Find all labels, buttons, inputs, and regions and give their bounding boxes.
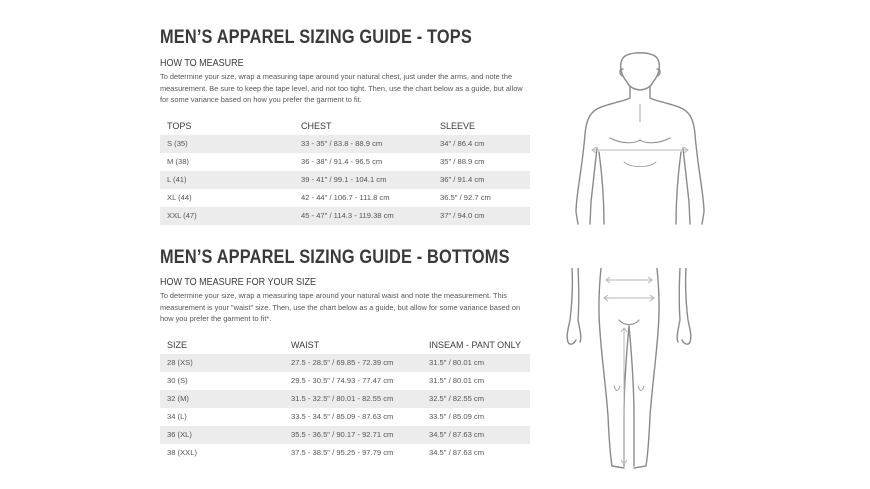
- table-row: [160, 189, 530, 207]
- inseam-cell: 34.5" / 87.63 cm: [422, 426, 530, 444]
- table-row: [160, 444, 530, 462]
- waist-cell: 31.5 - 32.5" / 80.01 - 82.55 cm: [284, 390, 422, 408]
- bottoms-title: MEN’S APPAREL SIZING GUIDE - BOTTOMS: [160, 247, 510, 268]
- tops-subtitle: HOW TO MEASURE: [160, 58, 244, 69]
- size-cell: 30 (S): [167, 376, 188, 386]
- size-cell: L (41): [160, 171, 294, 189]
- bottoms-section: [160, 247, 530, 462]
- table-row: [160, 135, 530, 153]
- bottoms-header-inseam: INSEAM - PANT ONLY: [429, 339, 522, 350]
- waist-cell: 29.5 - 30.5" / 74.93 - 77.47 cm: [291, 376, 394, 386]
- tops-header-size: TOPS: [167, 120, 192, 131]
- waist-cell: 37.5 - 38.5" / 95.25 - 97.79 cm: [291, 448, 394, 458]
- size-cell: 36 (XL): [160, 426, 284, 444]
- bottoms-header-waist: WAIST: [291, 339, 320, 350]
- tops-header-row: [160, 117, 530, 135]
- upper-body-figure: [566, 52, 716, 228]
- inseam-cell: 33.5" / 85.09 cm: [429, 412, 485, 422]
- bottoms-description: To determine your size, wrap a measuring tape around your natural waist and note the measurement. This measurement is your "waist" size. Then, use the chart below as a guide, but allow for some variance based on how you prefer the garment to fit*.: [160, 291, 521, 324]
- size-cell: XL (44): [167, 193, 192, 203]
- size-cell: 28 (XS): [160, 354, 284, 372]
- size-cell: M (38): [167, 157, 189, 167]
- size-cell: 32 (M): [160, 390, 284, 408]
- sleeve-cell: 34" / 86.4 cm: [433, 135, 530, 153]
- tops-table: [160, 117, 530, 225]
- table-row: [160, 171, 530, 189]
- table-row: [160, 426, 530, 444]
- inseam-cell: 34.5" / 87.63 cm: [429, 448, 485, 458]
- size-cell: 34 (L): [167, 412, 187, 422]
- bottoms-subtitle: HOW TO MEASURE FOR YOUR SIZE: [160, 277, 317, 288]
- size-cell: 38 (XXL): [167, 448, 197, 458]
- chest-cell: 36 - 38" / 91.4 - 96.5 cm: [301, 157, 383, 167]
- sleeve-cell: 36.5" / 92.7 cm: [440, 193, 491, 203]
- tops-description: To determine your size, wrap a measuring tape around your natural chest, just under the arms, and note the measurement. Be sure to keep the tape level, and not too tight. Then, use the chart below as a guide, but allow for some variance based on how you prefer the garment to fit.: [160, 72, 523, 105]
- bottoms-header-size: SIZE: [167, 339, 188, 350]
- waist-measure-line: [604, 277, 654, 301]
- waist-cell: 35.5 - 36.5" / 90.17 - 92.71 cm: [284, 426, 422, 444]
- tops-title: MEN’S APPAREL SIZING GUIDE - TOPS: [160, 27, 472, 48]
- bottoms-header-row: [160, 336, 530, 354]
- table-row: [160, 207, 530, 225]
- tops-header-chest: CHEST: [301, 120, 332, 131]
- inseam-cell: 32.5" / 82.55 cm: [422, 390, 530, 408]
- size-cell: S (35): [160, 135, 294, 153]
- bottoms-table: [160, 336, 530, 462]
- inseam-cell: 31.5" / 80.01 cm: [429, 376, 485, 386]
- table-row: [160, 390, 530, 408]
- inseam-cell: 31.5" / 80.01 cm: [422, 354, 530, 372]
- table-row: [160, 354, 530, 372]
- tops-header-sleeve: SLEEVE: [440, 120, 476, 131]
- table-row: [160, 153, 530, 171]
- waist-cell: 33.5 - 34.5" / 85.09 - 87.63 cm: [291, 412, 394, 422]
- table-row: [160, 408, 530, 426]
- waist-cell: 27.5 - 28.5" / 69.85 - 72.39 cm: [284, 354, 422, 372]
- chest-cell: 45 - 47" / 114.3 - 119.38 cm: [294, 207, 433, 225]
- chest-cell: 33 - 35" / 83.8 - 88.9 cm: [294, 135, 433, 153]
- sleeve-cell: 36" / 91.4 cm: [433, 171, 530, 189]
- sleeve-cell: 37" / 94.0 cm: [433, 207, 530, 225]
- tops-section: [160, 27, 530, 225]
- chest-cell: 42 - 44" / 106.7 - 111.8 cm: [301, 193, 390, 203]
- size-cell: XXL (47): [160, 207, 294, 225]
- sleeve-cell: 35" / 88.9 cm: [440, 157, 485, 167]
- lower-body-figure: [564, 268, 694, 474]
- chest-cell: 39 - 41" / 99.1 - 104.1 cm: [294, 171, 433, 189]
- chest-measure-line: [592, 147, 688, 153]
- table-row: [160, 372, 530, 390]
- inseam-measure-line: [621, 328, 627, 464]
